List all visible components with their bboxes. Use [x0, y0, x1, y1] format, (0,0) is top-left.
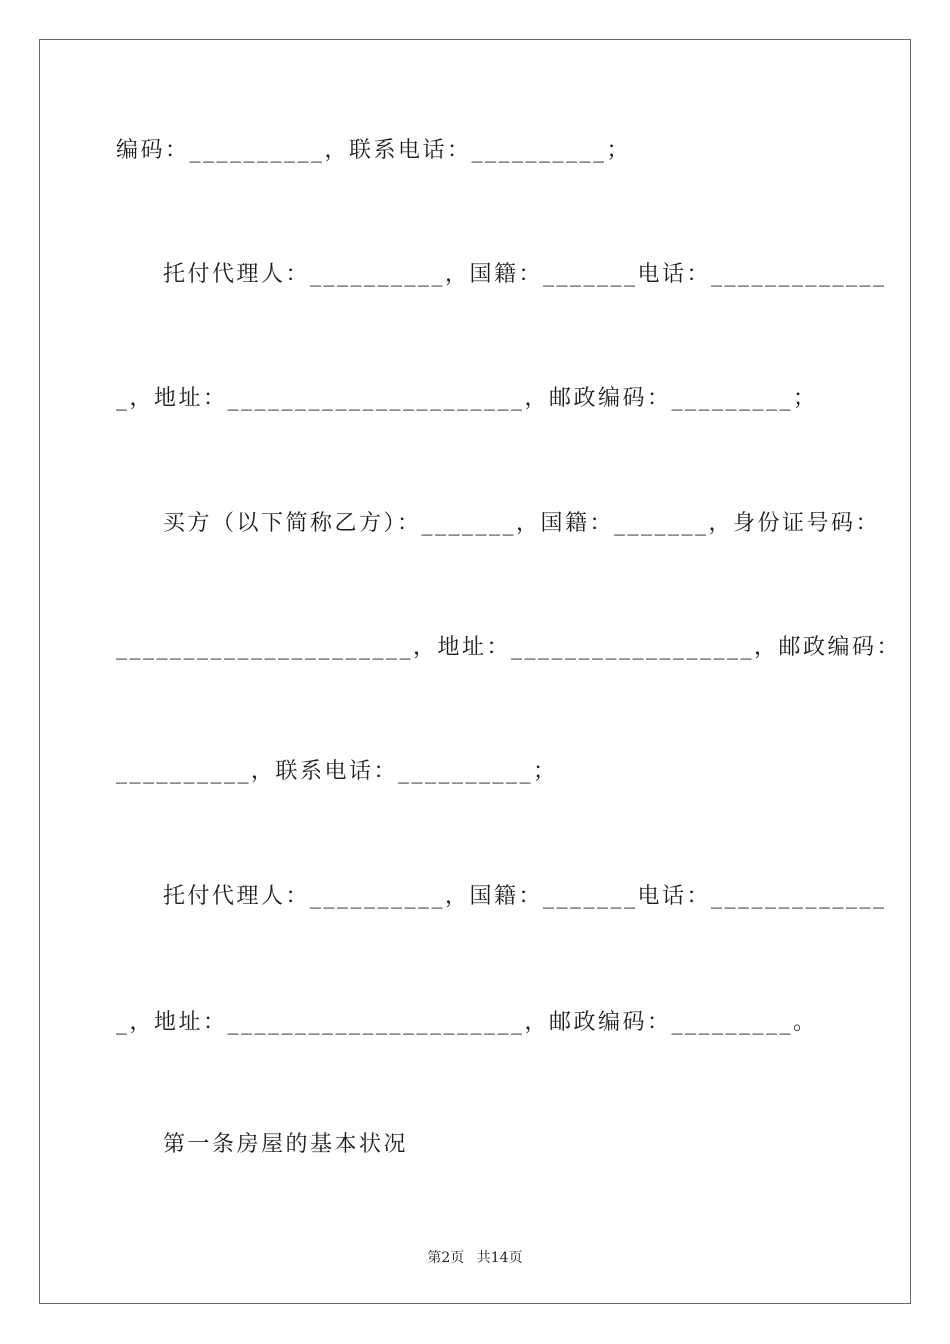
seller-agent-line: 托付代理人：__________，国籍：_______电话：_____________	[163, 262, 887, 287]
page-footer	[0, 1247, 950, 1267]
buyer-agent-line: 托付代理人：__________，国籍：_______电话：_____________	[163, 884, 887, 909]
seller-agent-address-line: _，地址：______________________，邮政编码：_________；	[116, 386, 818, 411]
seller-postcode-phone-line: 编码：__________，联系电话：__________；	[116, 138, 632, 163]
buyer-id-address-line: ______________________，地址：__________________，邮政编码：	[116, 635, 902, 660]
page-total: 共14页	[476, 1250, 523, 1266]
buyer-agent-address-line: _，地址：______________________，邮政编码：_________。	[116, 1010, 818, 1035]
page-border	[39, 39, 911, 1304]
buyer-phone-line: __________，联系电话：__________；	[116, 759, 558, 784]
section-heading: 第一条房屋的基本状况	[163, 1132, 409, 1157]
buyer-line: 买方（以下简称乙方）：_______，国籍：_______，身份证号码：	[163, 511, 881, 536]
page-number: 第2页	[427, 1250, 465, 1266]
